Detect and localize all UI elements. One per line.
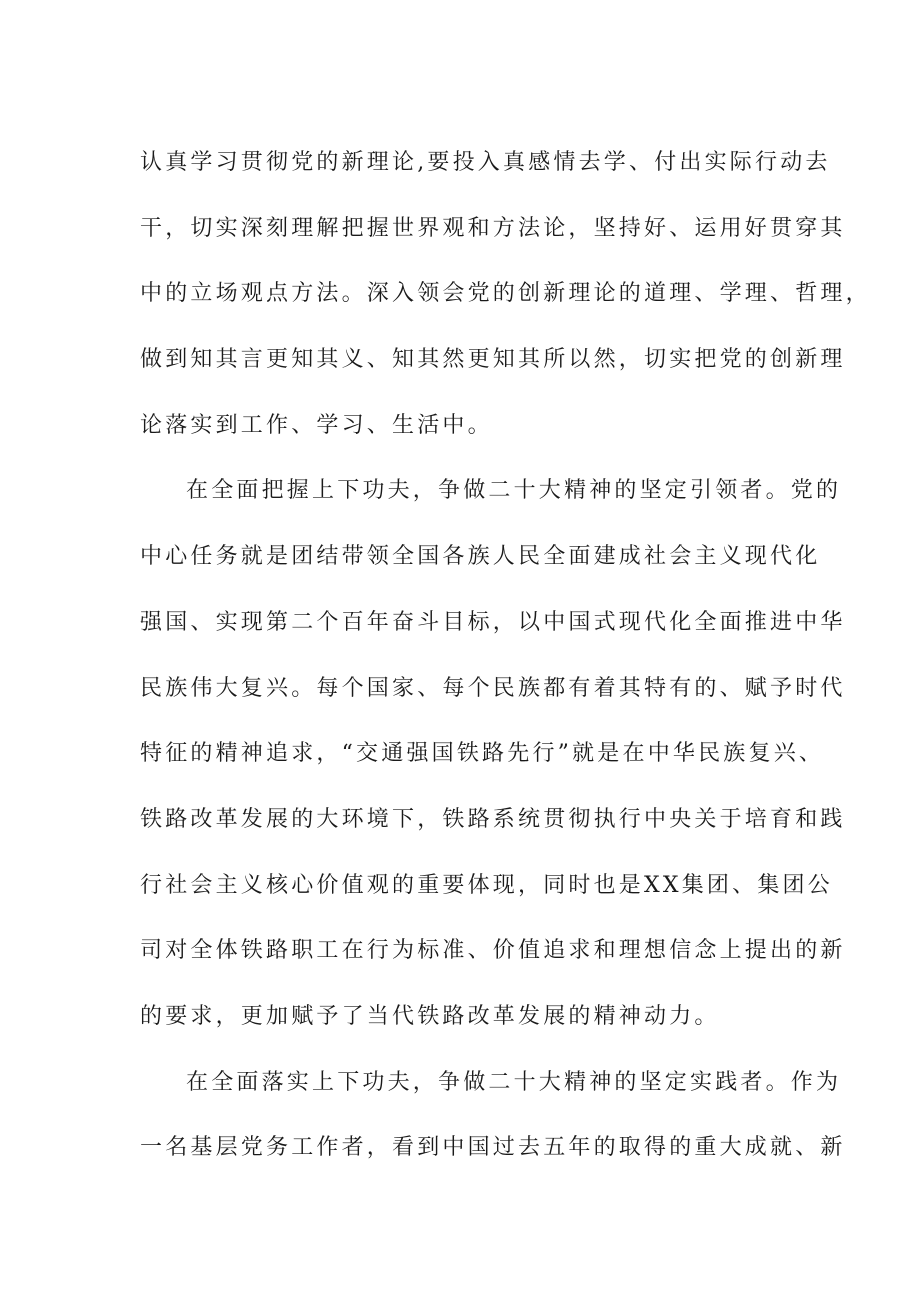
text-line-16: 一名基层党务工作者，看到中国过去五年的取得的重大成就、新 [140,1135,846,1161]
text-line-10: 特征的精神追求，“交通强国铁路先行”就是在中华民族复兴、 [140,741,825,767]
text-line-12: 行社会主义核心价值观的重要体现，同时也是XX集团、集团公 [140,872,833,898]
text-line-8: 强国、实现第二个百年奋斗目标，以中国式现代化全面推进中华 [140,609,846,635]
document-body [140,140,871,1191]
text-line-9: 民族伟大复兴。每个国家、每个民族都有着其特有的、赋予时代 [140,675,846,701]
text-line-1: 认真学习贯彻党的新理论,要投入真感情去学、付出实际行动去 [140,150,831,175]
paragraph-start-line-15: 在全面落实上下功夫，争做二十大精神的坚定实践者。作为 [186,1069,842,1095]
text-line-2: 干，切实深刻理解把握世界观和方法论，坚持好、运用好贯穿其 [140,215,846,241]
text-line-4: 做到知其言更知其义、知其然更知其所以然，切实把党的创新理 [140,347,846,373]
text-line-5: 论落实到工作、学习、生活中。 [140,412,493,438]
text-line-11: 铁路改革发展的大环境下，铁路系统贯彻执行中央关于培育和践 [140,806,846,832]
text-line-14: 的要求，更加赋予了当代铁路改革发展的精神动力。 [140,1003,720,1029]
text-line-13: 司对全体铁路职工在行为标准、价值追求和理想信念上提出的新 [140,938,846,964]
paragraph-start-line-6: 在全面把握上下功夫，争做二十大精神的坚定引领者。党的 [186,478,842,504]
text-line-7: 中心任务就是团结带领全国各族人民全面建成社会主义现代化 [140,544,821,570]
text-line-3: 中的立场观点方法。深入领会党的创新理论的道理、学理、哲理， [140,281,871,307]
